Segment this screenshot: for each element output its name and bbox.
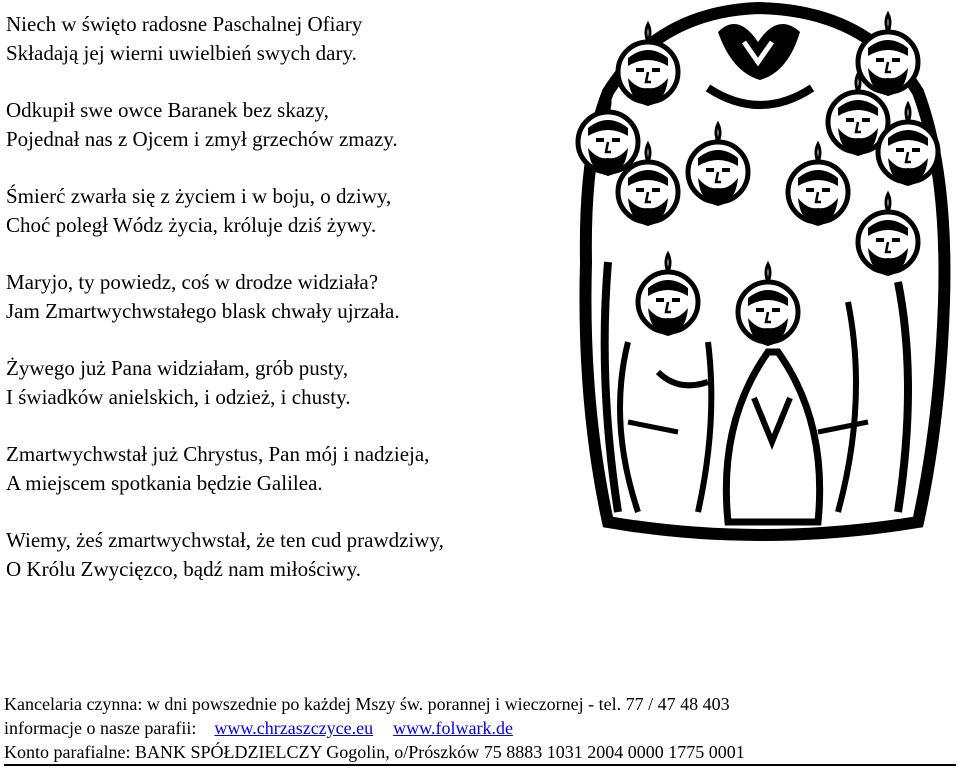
poem-line: Niech w święto radosne Paschalnej Ofiary [6,12,363,36]
poem-line: Śmierć zwarła się z życiem i w boju, o dziwy, [6,184,392,208]
account-number: 75 8883 1031 2004 0000 1775 0001 [483,742,745,762]
poem [6,10,566,612]
account-row [4,740,956,764]
stanza [6,354,566,412]
poem-line: Zmartwychwstał już Chrystus, Pan mój i nadzieja, [6,442,430,466]
poem-line: Żywego już Pana widziałam, grób pusty, [6,356,349,380]
poem-line: A miejscem spotkania będzie Galilea. [6,471,323,495]
poem-line: Składają jej wierni uwielbień swych dary. [6,41,357,65]
info-row [4,716,956,740]
poem-line: Wiemy, żeś zmartwychwstał, że ten cud prawdziwy, [6,528,444,552]
poem-line: Odkupił swe owce Baranek bez skazy, [6,98,329,122]
poem-line: Choć poległ Wódz życia, króluje dziś żywy. [6,213,377,237]
parish-footer [4,692,956,766]
stanza [6,182,566,240]
poem-line: Jam Zmartwychwstałego blask chwały ujrzała. [6,299,400,323]
stanza [6,96,566,154]
info-label: informacje o nasze parafii: [4,718,197,738]
poem-line: Pojednał nas z Ojcem i zmył grzechów zmazy. [6,127,398,151]
stanza [6,526,566,584]
link-folwark[interactable]: www.folwark.de [393,718,513,738]
link-chrzaszczyce[interactable]: www.chrzaszczyce.eu [214,718,374,738]
office-hours: Kancelaria czynna: w dni powszednie po każdej Mszy św. porannej i wieczornej - tel. 77 / 47 48 403 [4,694,730,714]
poem-line: I świadków anielskich, i odzież, i chusty. [6,385,351,409]
pentecost-apostles-illustration [568,2,952,558]
poem-line: Maryjo, ty powiedz, coś w drodze widziała? [6,270,379,294]
account-label: Konto parafialne: BANK SPÓŁDZIELCZY Gogolin, o/Prószków [4,742,480,762]
stanza [6,440,566,498]
stanza [6,268,566,326]
stanza [6,10,566,68]
poem-line: O Królu Zwycięzco, bądź nam miłościwy. [6,557,361,581]
